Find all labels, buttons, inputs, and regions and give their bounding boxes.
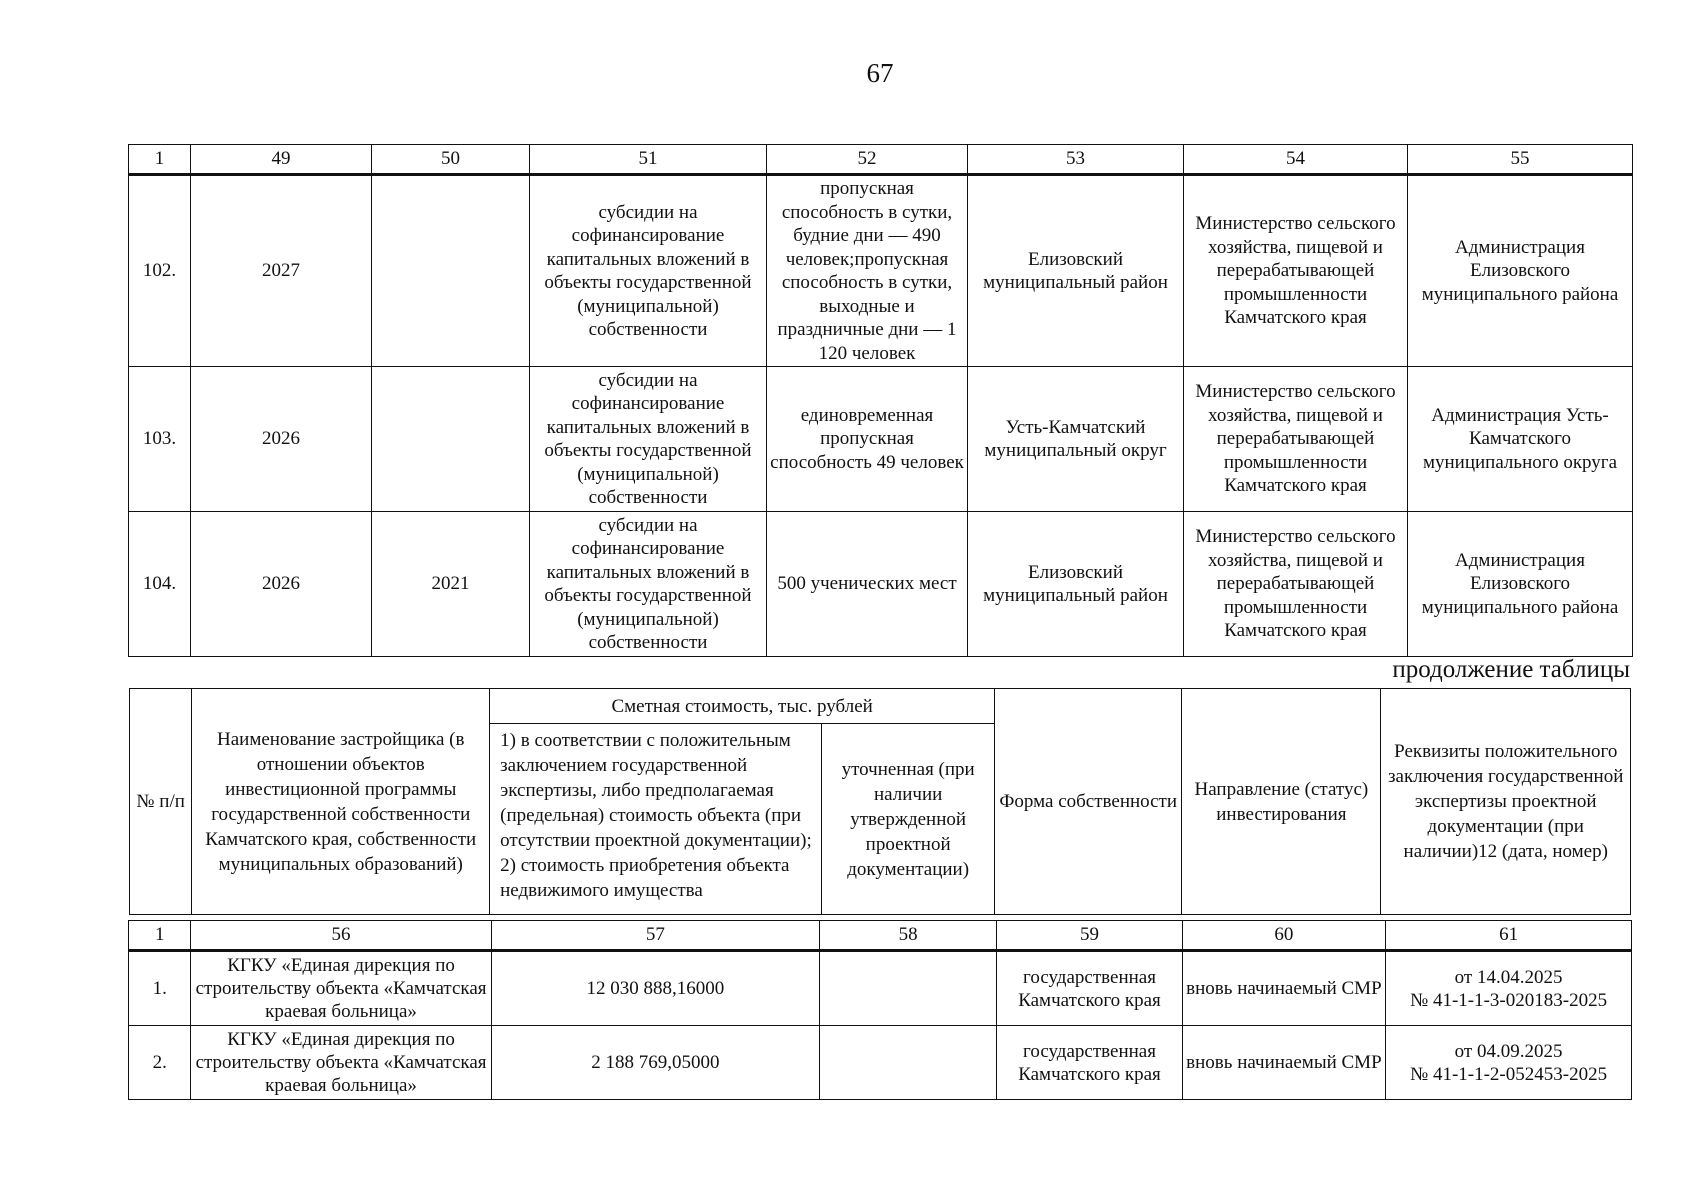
investment-table-bottom — [128, 920, 1632, 1100]
header-expertise: Реквизиты положительного заключения государственной экспертизы проектной документации (при наличии)12 (дата, номер) — [1381, 689, 1631, 915]
cell-57: 12 030 888,16000 — [491, 951, 819, 1026]
cell-53: Елизовский муниципальный район — [968, 512, 1184, 657]
table-row — [129, 951, 1632, 1026]
cell-50 — [372, 367, 530, 512]
cell-54: Министерство сельского хозяйства, пищевой и перерабатывающей промышленности Камчатского края — [1184, 175, 1408, 367]
col-num-60: 60 — [1182, 921, 1385, 951]
col-num-59: 59 — [997, 921, 1182, 951]
row-number: 2. — [129, 1026, 191, 1100]
col-num-57: 57 — [491, 921, 819, 951]
header-cost-estimate: 1) в соответствии с положительным заключением государственной экспертизы, либо предполагаемая (предельная) стоимость объекта (при отсутствии проектной документации); 2) стоимость приобретения объекта недвижимого имущества — [490, 724, 822, 915]
col-num-55: 55 — [1408, 145, 1633, 175]
row-number: 102. — [129, 175, 191, 367]
table-row — [129, 1026, 1632, 1100]
col-num-61: 61 — [1386, 921, 1632, 951]
expertise-number: № 41-1-1-3-020183-2025 — [1410, 989, 1608, 1011]
cell-51: субсидии на софинансирование капитальных вложений в объекты государственной (муниципальной) собственности — [530, 367, 767, 512]
cell-51: субсидии на софинансирование капитальных вложений в объекты государственной (муниципальной) собственности — [530, 512, 767, 657]
col-num-53: 53 — [968, 145, 1184, 175]
expertise-date: от 04.09.2025 — [1454, 1040, 1563, 1062]
header-num: № п/п — [130, 689, 192, 915]
cell-58 — [820, 951, 997, 1026]
continuation-label: продолжение таблицы — [1392, 656, 1630, 683]
header-cost-refined: уточненная (при наличии утвержденной проектной документации) — [822, 724, 995, 915]
cell-56: КГКУ «Единая дирекция по строительству объекта «Камчатская краевая больница» — [191, 951, 491, 1026]
cell-55: Администрация Елизовского муниципального района — [1408, 175, 1633, 367]
cell-52: 500 ученических мест — [767, 512, 968, 657]
cell-59: государственная Камчатского края — [997, 951, 1182, 1026]
cell-51: субсидии на софинансирование капитальных вложений в объекты государственной (муниципальной) собственности — [530, 175, 767, 367]
cell-54: Министерство сельского хозяйства, пищевой и перерабатывающей промышленности Камчатского края — [1184, 367, 1408, 512]
row-number: 104. — [129, 512, 191, 657]
row-number: 103. — [129, 367, 191, 512]
cell-58 — [820, 1026, 997, 1100]
column-number-row — [129, 921, 1632, 951]
cell-49: 2026 — [191, 367, 372, 512]
investment-table-top — [128, 144, 1633, 657]
col-num-1: 1 — [129, 145, 191, 175]
table-row — [129, 512, 1633, 657]
cell-49: 2026 — [191, 512, 372, 657]
cell-54: Министерство сельского хозяйства, пищевой и перерабатывающей промышленности Камчатского края — [1184, 512, 1408, 657]
page-number: 67 — [866, 58, 894, 88]
col-num-58: 58 — [820, 921, 997, 951]
continuation-header-table — [129, 688, 1631, 915]
col-num-52: 52 — [767, 145, 968, 175]
expertise-date: от 14.04.2025 — [1454, 966, 1563, 988]
column-number-row — [129, 145, 1633, 175]
cell-52: пропускная способность в сутки, будние дни — 490 человек;пропускная способность в сутки, выходные и праздничные дни — 1 120 человек — [767, 175, 968, 367]
cell-50 — [372, 175, 530, 367]
cell-53: Елизовский муниципальный район — [968, 175, 1184, 367]
col-num-49: 49 — [191, 145, 372, 175]
cell-50: 2021 — [372, 512, 530, 657]
cell-60: вновь начинаемый СМР — [1182, 951, 1385, 1026]
header-direction: Направление (статус) инвестирования — [1182, 689, 1381, 915]
cell-57: 2 188 769,05000 — [491, 1026, 819, 1100]
cell-52: единовременная пропускная способность 49 человек — [767, 367, 968, 512]
col-num-51: 51 — [530, 145, 767, 175]
cell-61 — [1386, 1026, 1632, 1100]
row-number: 1. — [129, 951, 191, 1026]
col-num-1: 1 — [129, 921, 191, 951]
col-num-50: 50 — [372, 145, 530, 175]
cell-61 — [1386, 951, 1632, 1026]
cell-55: Администрация Усть-Камчатского муниципального округа — [1408, 367, 1633, 512]
header-ownership: Форма собственности — [995, 689, 1182, 915]
cell-49: 2027 — [191, 175, 372, 367]
table-row — [129, 175, 1633, 367]
header-developer: Наименование застройщика (в отношении объектов инвестиционной программы государственной собственности Камчатского края, собственности муниципальных образований) — [192, 689, 490, 915]
cell-59: государственная Камчатского края — [997, 1026, 1182, 1100]
cell-55: Администрация Елизовского муниципального района — [1408, 512, 1633, 657]
expertise-number: № 41-1-1-2-052453-2025 — [1410, 1063, 1608, 1085]
cell-60: вновь начинаемый СМР — [1182, 1026, 1385, 1100]
header-cost-group: Сметная стоимость, тыс. рублей — [490, 689, 995, 724]
cell-53: Усть-Камчатский муниципальный округ — [968, 367, 1184, 512]
col-num-56: 56 — [191, 921, 491, 951]
col-num-54: 54 — [1184, 145, 1408, 175]
cell-56: КГКУ «Единая дирекция по строительству объекта «Камчатская краевая больница» — [191, 1026, 491, 1100]
table-row — [129, 367, 1633, 512]
